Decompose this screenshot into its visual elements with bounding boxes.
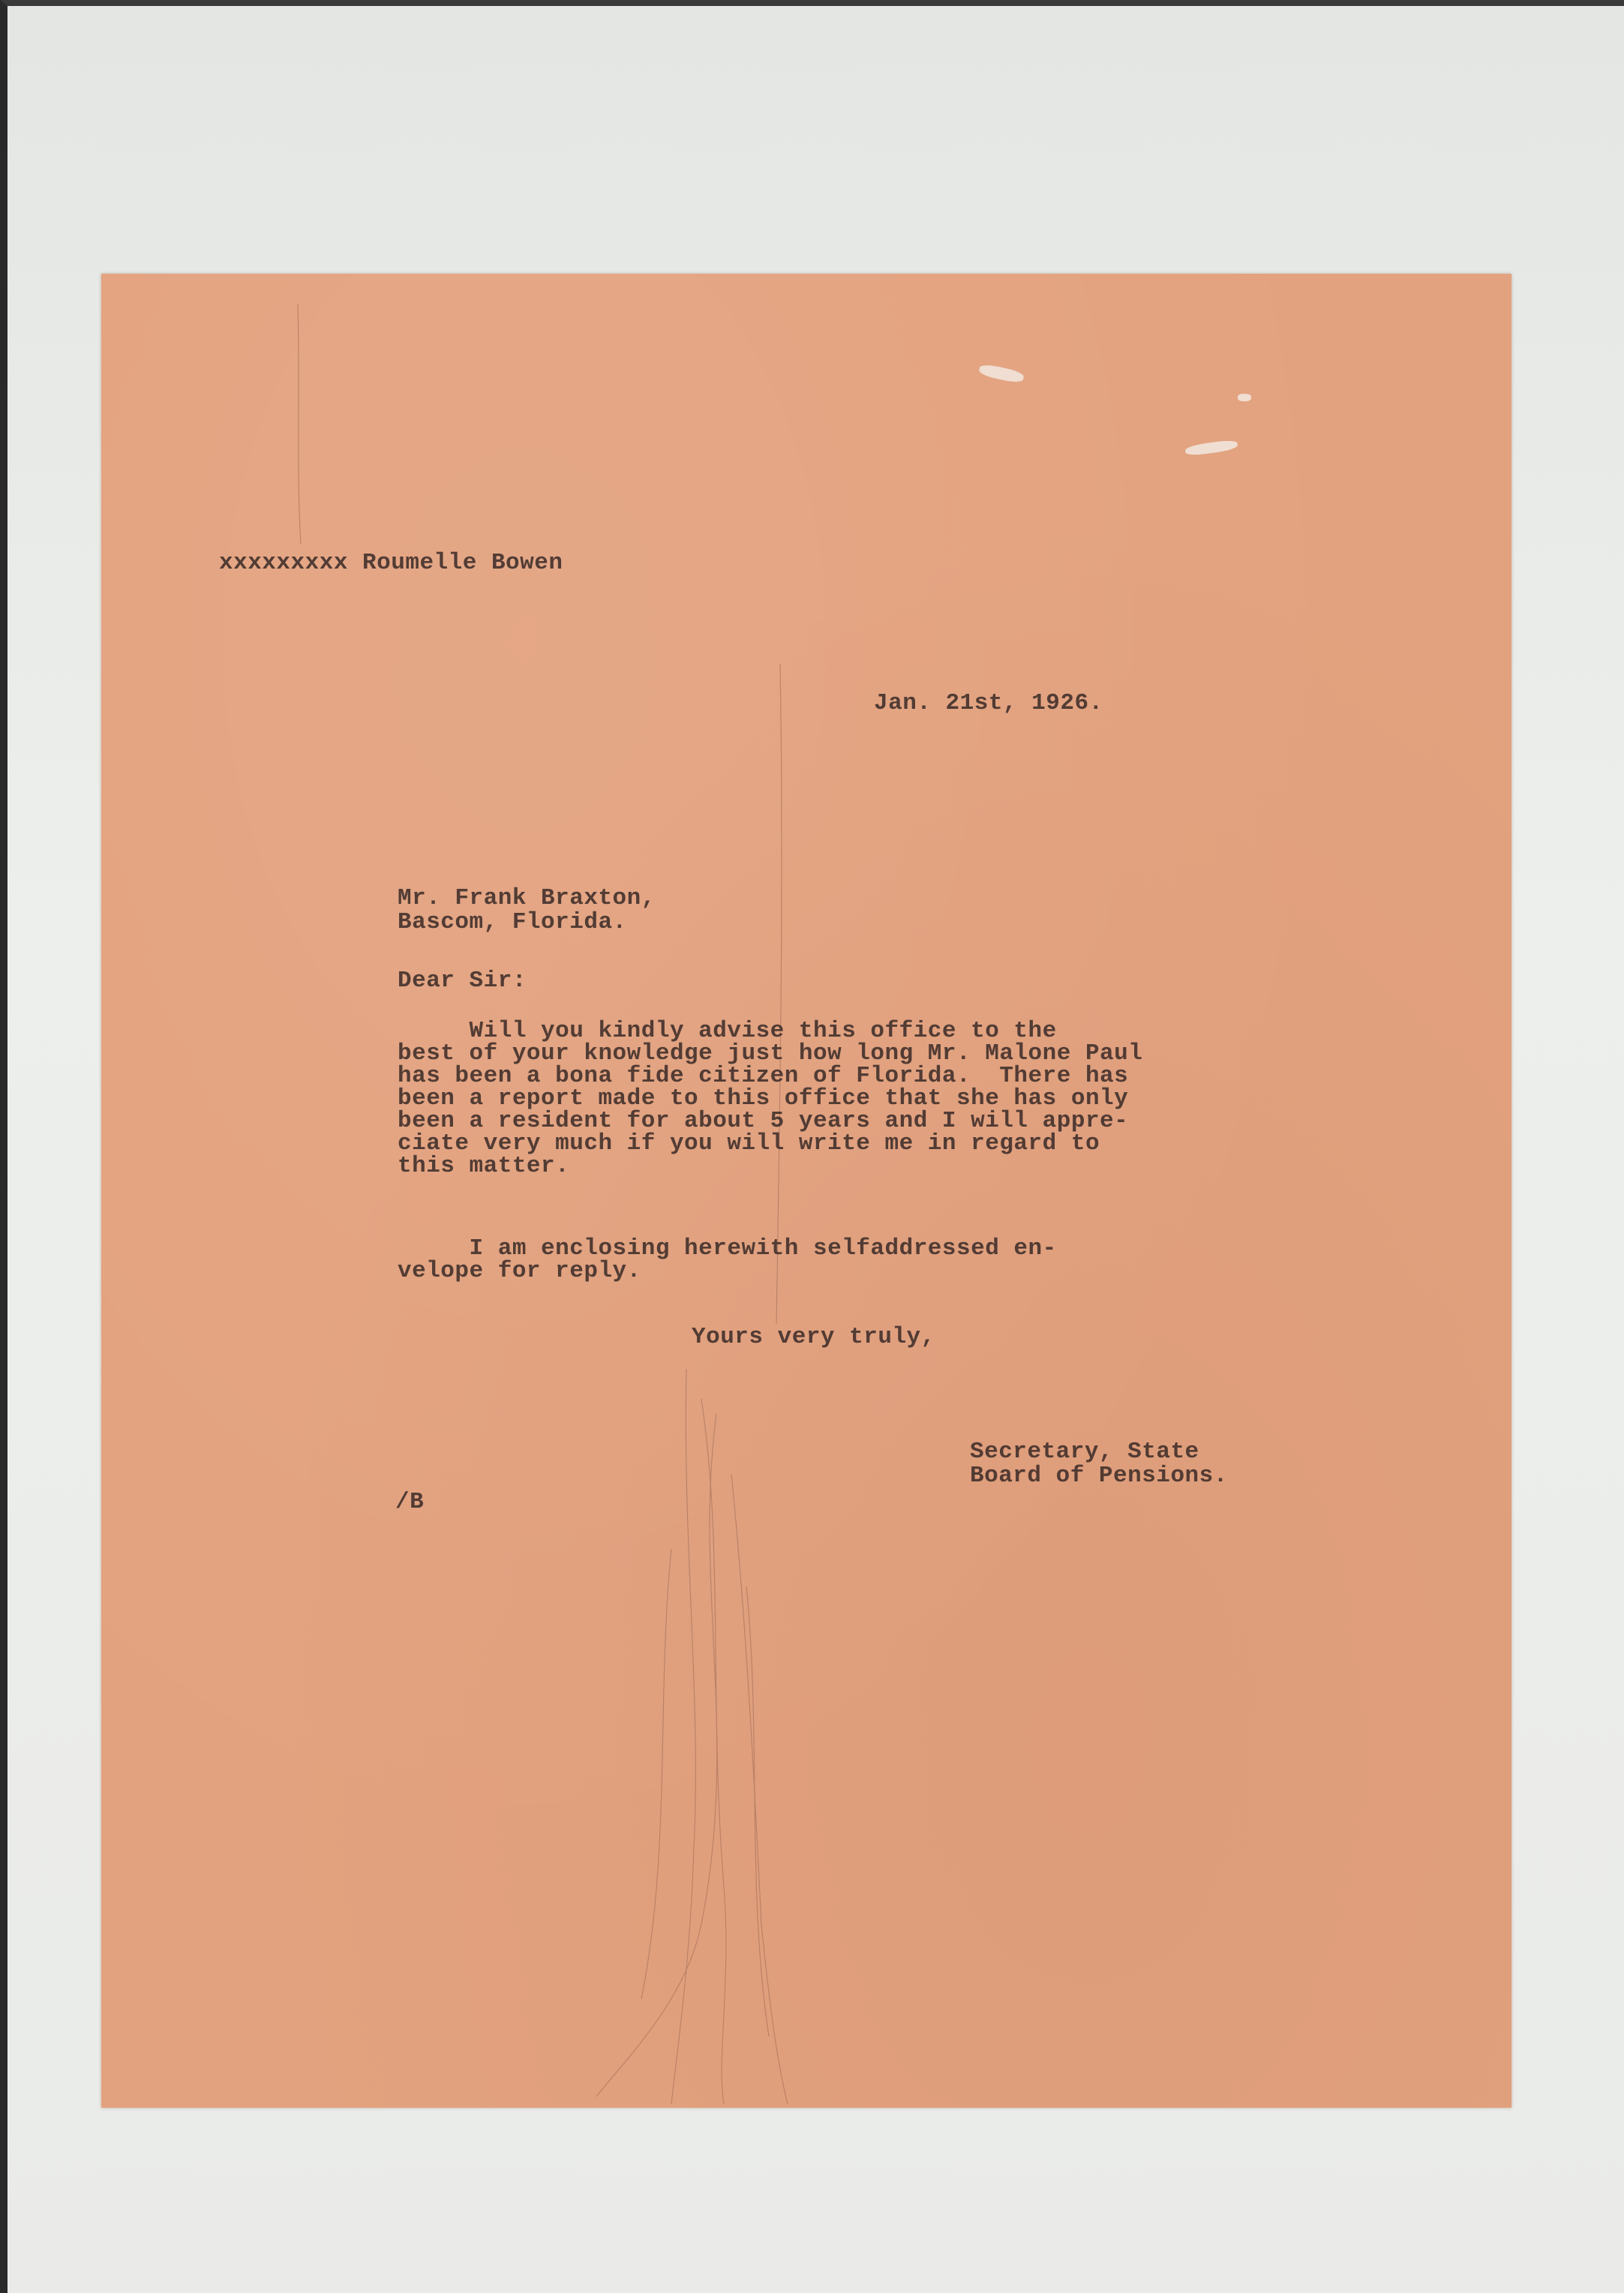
paragraph-line: been a resident for about 5 years and I will appre- bbox=[398, 1108, 1129, 1134]
salutation: Dear Sir: bbox=[398, 968, 527, 994]
paragraph-line: best of your knowledge just how long Mr. Malone Paul bbox=[398, 1040, 1143, 1067]
letter-paper bbox=[101, 274, 1511, 2108]
recipient-address: Bascom, Florida. bbox=[398, 909, 627, 935]
paragraph-line: Will you kindly advise this office to the bbox=[398, 1018, 1057, 1044]
signature-title-line-1: Secretary, State bbox=[970, 1439, 1199, 1465]
paper-mark bbox=[1238, 394, 1251, 401]
paragraph-line: this matter. bbox=[398, 1153, 570, 1179]
paragraph-line: has been a bona fide citizen of Florida. There has bbox=[398, 1063, 1129, 1089]
complimentary-closing: Yours very truly, bbox=[692, 1324, 935, 1350]
paragraph-line: velope for reply. bbox=[398, 1258, 641, 1284]
signature-title-line-2: Board of Pensions. bbox=[970, 1463, 1228, 1489]
body-paragraph-1 bbox=[398, 1020, 1142, 1178]
paragraph-line: ciate very much if you will write me in regard to bbox=[398, 1130, 1100, 1157]
paper-crease-lines bbox=[101, 274, 1511, 2108]
paper-mark bbox=[1184, 439, 1238, 457]
letter-date: Jan. 21st, 1926. bbox=[874, 690, 1103, 716]
body-paragraph-2 bbox=[398, 1235, 1057, 1284]
paper-mark bbox=[978, 363, 1025, 384]
paragraph-line: been a report made to this office that she has only bbox=[398, 1085, 1129, 1112]
file-reference: xxxxxxxxx Roumelle Bowen bbox=[219, 550, 563, 576]
typist-initials: /B bbox=[395, 1489, 425, 1515]
paragraph-line: I am enclosing herewith selfaddressed en- bbox=[398, 1235, 1057, 1262]
recipient-name: Mr. Frank Braxton, bbox=[398, 885, 656, 911]
